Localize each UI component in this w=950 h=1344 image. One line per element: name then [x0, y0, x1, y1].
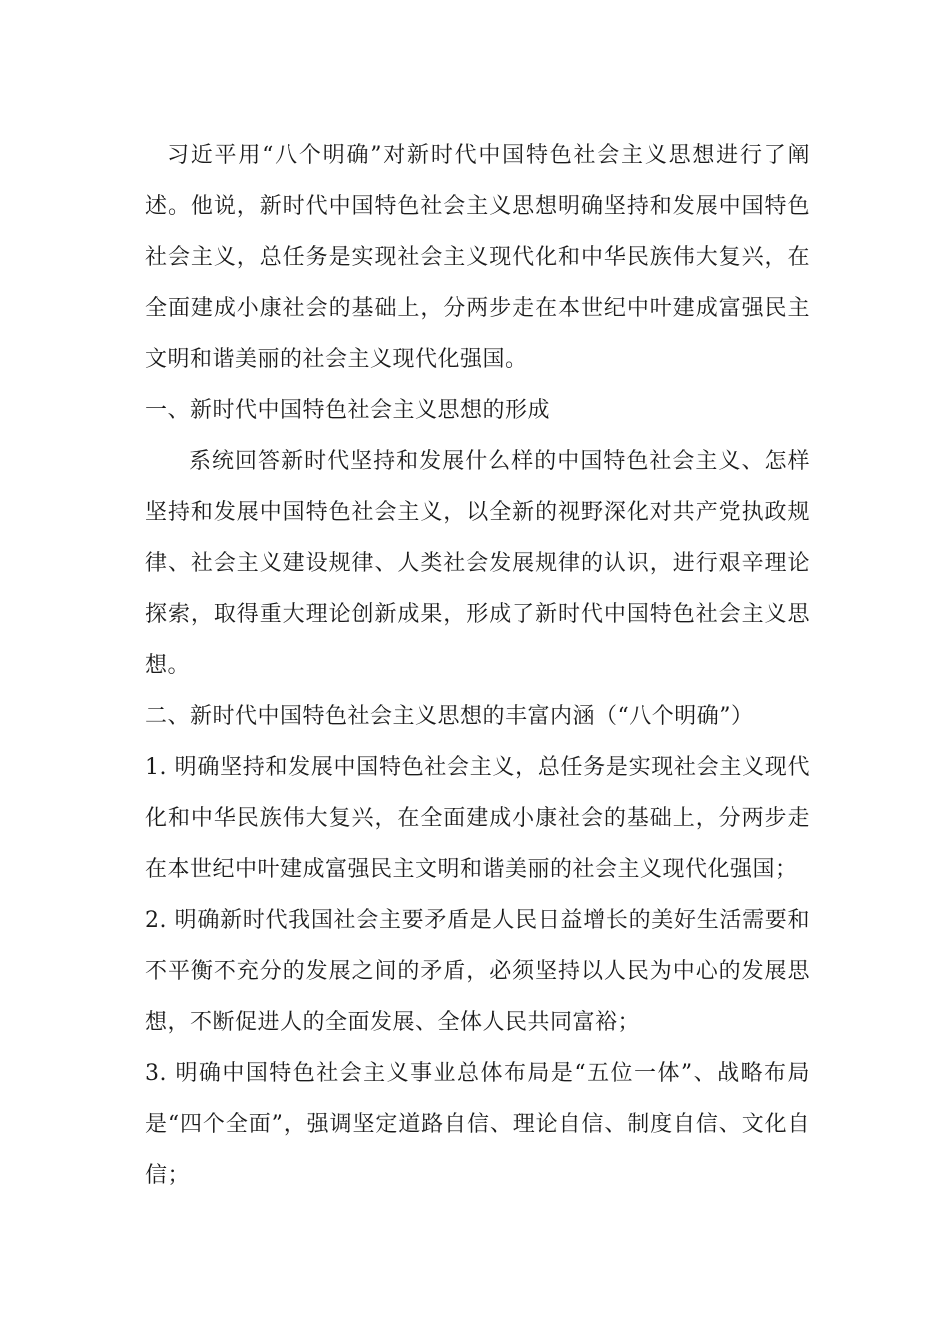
section-2-heading: 二、新时代中国特色社会主义思想的丰富内涵（“八个明确”） [145, 704, 754, 729]
list-item: 3. 明确中国特色社会主义事业总体布局是“五位一体”、战略布局是“四个全面”，强调坚定道路自信、理论自信、制度自信、文化自信； [145, 1061, 810, 1188]
intro-paragraph: 习近平用“八个明确”对新时代中国特色社会主义思想进行了阐述。他说，新时代中国特色社会主义思想明确坚持和发展中国特色社会主义，总任务是实现社会主义现代化和中华民族伟大复兴，在全面建成小康社会的基础上，分两步走在本世纪中叶建成富强民主文明和谐美丽的社会主义现代化强国。 [145, 143, 810, 372]
list-item: 1. 明确坚持和发展中国特色社会主义，总任务是实现社会主义现代化和中华民族伟大复兴，在全面建成小康社会的基础上，分两步走在本世纪中叶建成富强民主文明和谐美丽的社会主义现代化强国； [145, 755, 810, 882]
section-1-heading: 一、新时代中国特色社会主义思想的形成 [145, 398, 551, 423]
section-1-paragraph: 系统回答新时代坚持和发展什么样的中国特色社会主义、怎样坚持和发展中国特色社会主义，以全新的视野深化对共产党执政规律、社会主义建设规律、人类社会发展规律的认识，进行艰辛理论探索，取得重大理论创新成果，形成了新时代中国特色社会主义思想。 [145, 449, 810, 678]
document-body [145, 130, 810, 1201]
list-item: 2. 明确新时代我国社会主要矛盾是人民日益增长的美好生活需要和不平衡不充分的发展之间的矛盾，必须坚持以人民为中心的发展思想，不断促进人的全面发展、全体人民共同富裕； [145, 908, 810, 1035]
